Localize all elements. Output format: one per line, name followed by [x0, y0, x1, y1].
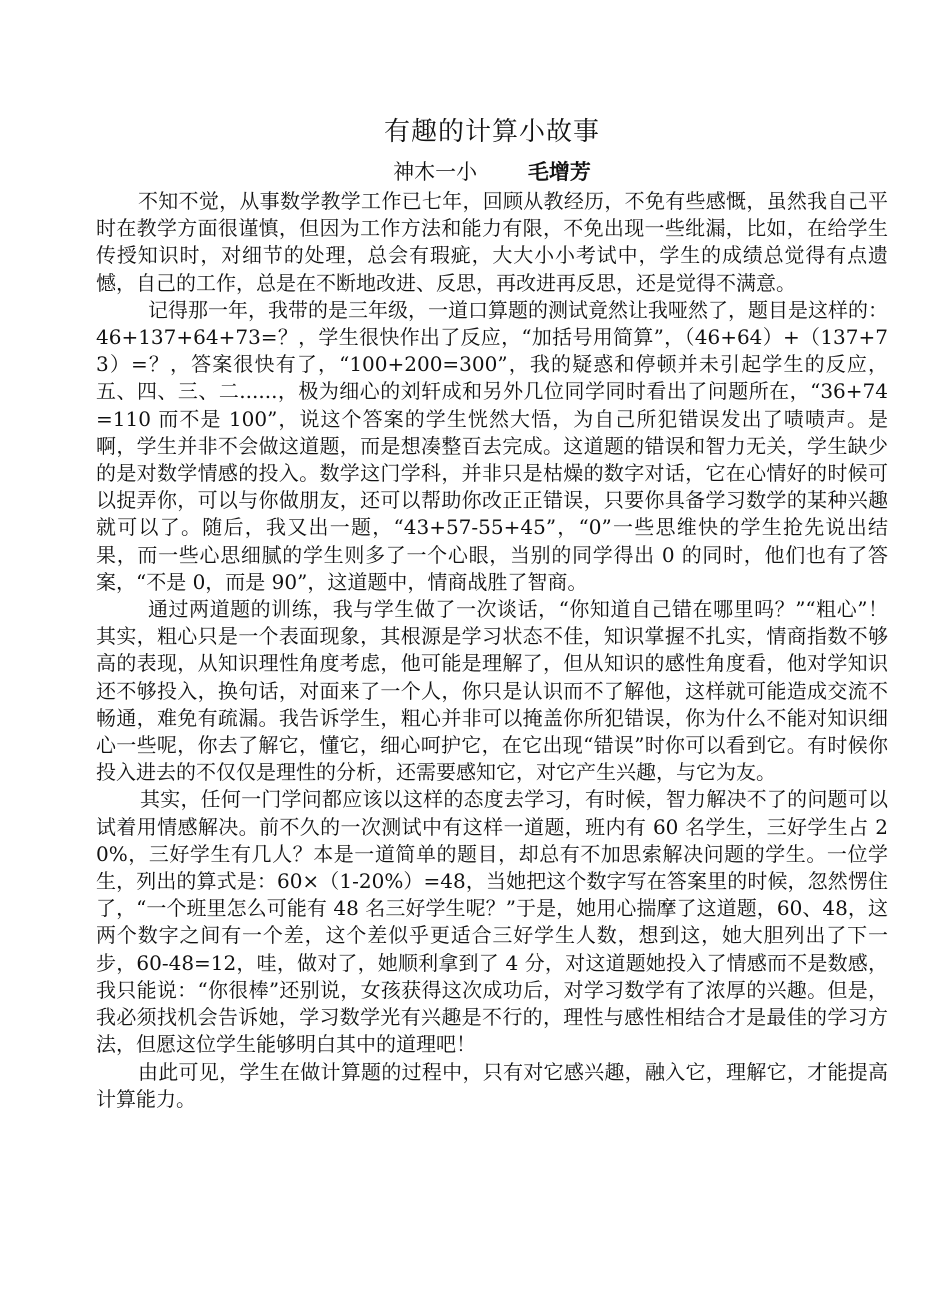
paragraph-4: 其实，任何一门学问都应该以这样的态度去学习，有时候，智力解决不了的问题可以试着用情感解决。前不久的一次测试中有这样一道题，班内有 60 名学生，三好学生占 20%，三好学生有几人？本是一道简单的题目，却总有不加思索解决问题的学生。一位学生，列出的算式是：60×（1-20%）=48，当她把这个数字写在答案里的时候，忽然愣住了，“一个班里怎么可能有 48 名三好学生呢？”于是，她用心揣摩了这道题，60、48，这两个数字之间有一个差，这个差似乎更适合三好学生人数，想到这，她大胆列出了下一步，60-48=12，哇，做对了，她顺利拿到了 4 分，对这道题她投入了情感而不是数感，我只能说：“你很棒”还别说，女孩获得这次成功后，对学习数学有了浓厚的兴趣。但是，我必须找机会告诉她，学习数学光有兴趣是不行的，理性与感性相结合才是最佳的学习方法，但愿这位学生能够明白其中的道理吧！ — [96, 787, 888, 1057]
author-name: 毛增芳 — [527, 159, 591, 184]
paragraph-5: 由此可见，学生在做计算题的过程中，只有对它感兴趣，融入它，理解它，才能提高计算能力。 — [96, 1059, 888, 1111]
school-name: 神木一小 — [393, 160, 478, 184]
document-page — [96, 112, 888, 1113]
paragraph-1: 不知不觉，从事数学教学工作已七年，回顾从教经历，不免有些感慨，虽然我自己平时在教学方面很谨慎，但因为工作方法和能力有限，不免出现一些纰漏，比如，在给学生传授知识时，对细节的处理，总会有瑕疵，大大小小考试中，学生的成绩总觉得有点遗憾，自己的工作，总是在不断地改进、反思，再改进再反思，还是觉得不满意。 — [96, 189, 888, 295]
paragraph-3: 通过两道题的训练，我与学生做了一次谈话，“你知道自己错在哪里吗？”“粗心”！其实，粗心只是一个表面现象，其根源是学习状态不佳，知识掌握不扎实，情商指数不够高的表现，从知识理性角度考虑，他可能是理解了，但从知识的感性角度看，他对学知识还不够投入，换句话，对面来了一个人，你只是认识而不了解他，这样就可能造成交流不畅通，难免有疏漏。我告诉学生，粗心并非可以掩盖你所犯错误，你为什么不能对知识细心一些呢，你去了解它，懂它，细心呵护它，在它出现“错误”时你可以看到它。有时候你投入进去的不仅仅是理性的分析，还需要感知它，对它产生兴趣，与它为友。 — [96, 597, 888, 785]
byline — [96, 158, 888, 186]
document-title: 有趣的计算小故事 — [383, 117, 600, 147]
paragraph-2: 记得那一年，我带的是三年级，一道口算题的测试竟然让我哑然了，题目是这样的：46+137+64+73=？，学生很快作出了反应，“加括号用简算”，（46+64）+（137+73）=？，答案很快有了，“100+200=300”，我的疑惑和停顿并未引起学生的反应，五、四、三、二......，极为细心的刘轩成和另外几位同学同时看出了问题所在，“36+74=110 而不是 100”，说这个答案的学生恍然大悟，为自己所犯错误发出了啧啧声。是啊，学生并非不会做这道题，而是想凑整百去完成。这道题的错误和智力无关，学生缺少的是对数学情感的投入。数学这门学科，并非只是枯燥的数字对话，它在心情好的时候可以捉弄你，可以与你做朋友，还可以帮助你改正正错误，只要你具备学习数学的某种兴趣就可以了。随后，我又出一题，“43+57-55+45”，“0”一些思维快的学生抢先说出结果，而一些心思细腻的学生则多了一个心眼，当别的同学得出 0 的同时，他们也有了答案，“不是 0，而是 90”，这道题中，情商战胜了智商。 — [96, 297, 888, 594]
